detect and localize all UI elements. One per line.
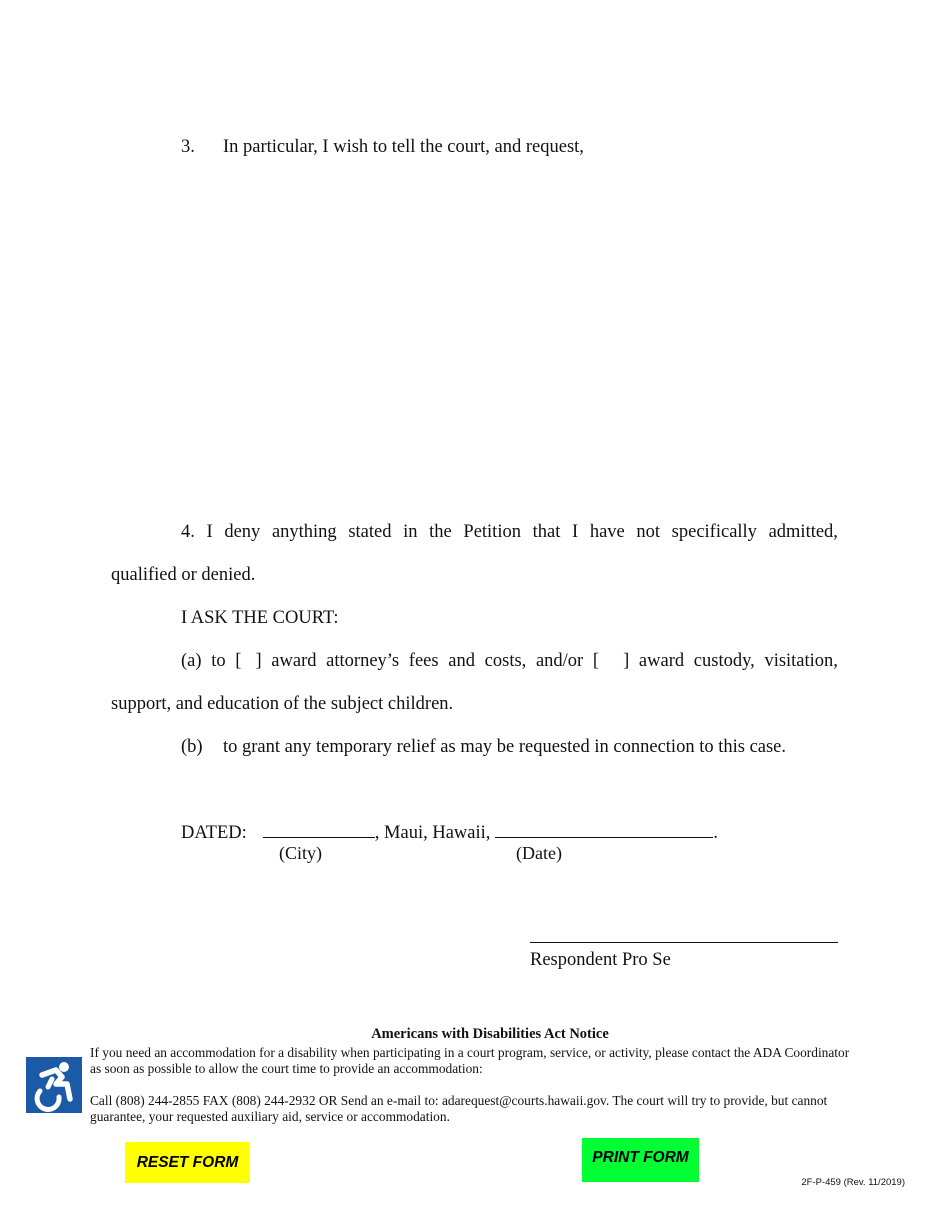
checkbox-attorney-fees[interactable]: [ ] xyxy=(235,651,262,671)
item-4-number: 4. xyxy=(181,522,195,542)
date-field[interactable] xyxy=(495,821,713,838)
item-3-response-field[interactable] xyxy=(110,170,840,500)
print-form-button[interactable]: PRINT FORM xyxy=(582,1138,699,1182)
location-text: , Maui, Hawaii, xyxy=(374,823,491,843)
accessibility-wheelchair-icon xyxy=(26,1057,82,1113)
signature-line xyxy=(530,942,838,943)
item-4-line-2: qualified or denied. xyxy=(111,565,256,585)
date-caption: (Date) xyxy=(516,843,562,863)
item-4-line-1: 4. I deny anything stated in the Petition that I have not specifically admitted, xyxy=(181,522,838,542)
request-b-text: to grant any temporary relief as may be requested in connection to this case. xyxy=(223,737,787,757)
signature-caption: Respondent Pro Se xyxy=(530,950,671,970)
city-field[interactable] xyxy=(263,821,375,838)
ada-notice-line-2: as soon as possible to allow the court time to provide an accommodation: xyxy=(90,1061,483,1076)
request-a-line-1: (a) to [ ] award attorney’s fees and costs, and/or [ ] award custody, visitation, xyxy=(181,651,838,671)
request-b-label: (b) xyxy=(181,737,203,757)
dated-line xyxy=(181,821,718,844)
item-3 xyxy=(181,136,584,158)
checkbox-custody[interactable]: [ ] xyxy=(592,651,630,671)
form-id: 2F-P-459 (Rev. 11/2019) xyxy=(801,1177,905,1188)
city-caption: (City) xyxy=(279,843,322,863)
dated-label: DATED: xyxy=(181,823,247,843)
item-3-text: In particular, I wish to tell the court, and request, xyxy=(223,137,584,157)
request-a-label: (a) xyxy=(181,651,202,671)
ada-notice-line-4: guarantee, your requested auxiliary aid, service or accommodation. xyxy=(90,1109,450,1124)
dated-period: . xyxy=(713,823,719,843)
ask-heading: I ASK THE COURT: xyxy=(181,608,339,628)
item-4 xyxy=(181,521,838,543)
item-3-number: 3. xyxy=(181,137,195,157)
request-a xyxy=(181,650,838,672)
ada-notice-line-3: Call (808) 244-2855 FAX (808) 244-2932 OR Send an e-mail to: adarequest@courts.hawaii.gov. The court will try to provide, but cannot xyxy=(90,1093,828,1108)
ada-notice-line-1: If you need an accommodation for a disability when participating in a court program, service, or activity, please contact the ADA Coordinator xyxy=(90,1045,850,1060)
reset-form-button[interactable]: RESET FORM xyxy=(125,1142,250,1183)
request-b xyxy=(181,736,786,758)
request-a-line-2: support, and education of the subject children. xyxy=(111,694,454,714)
ada-notice-title: Americans with Disabilities Act Notice xyxy=(371,1026,609,1042)
